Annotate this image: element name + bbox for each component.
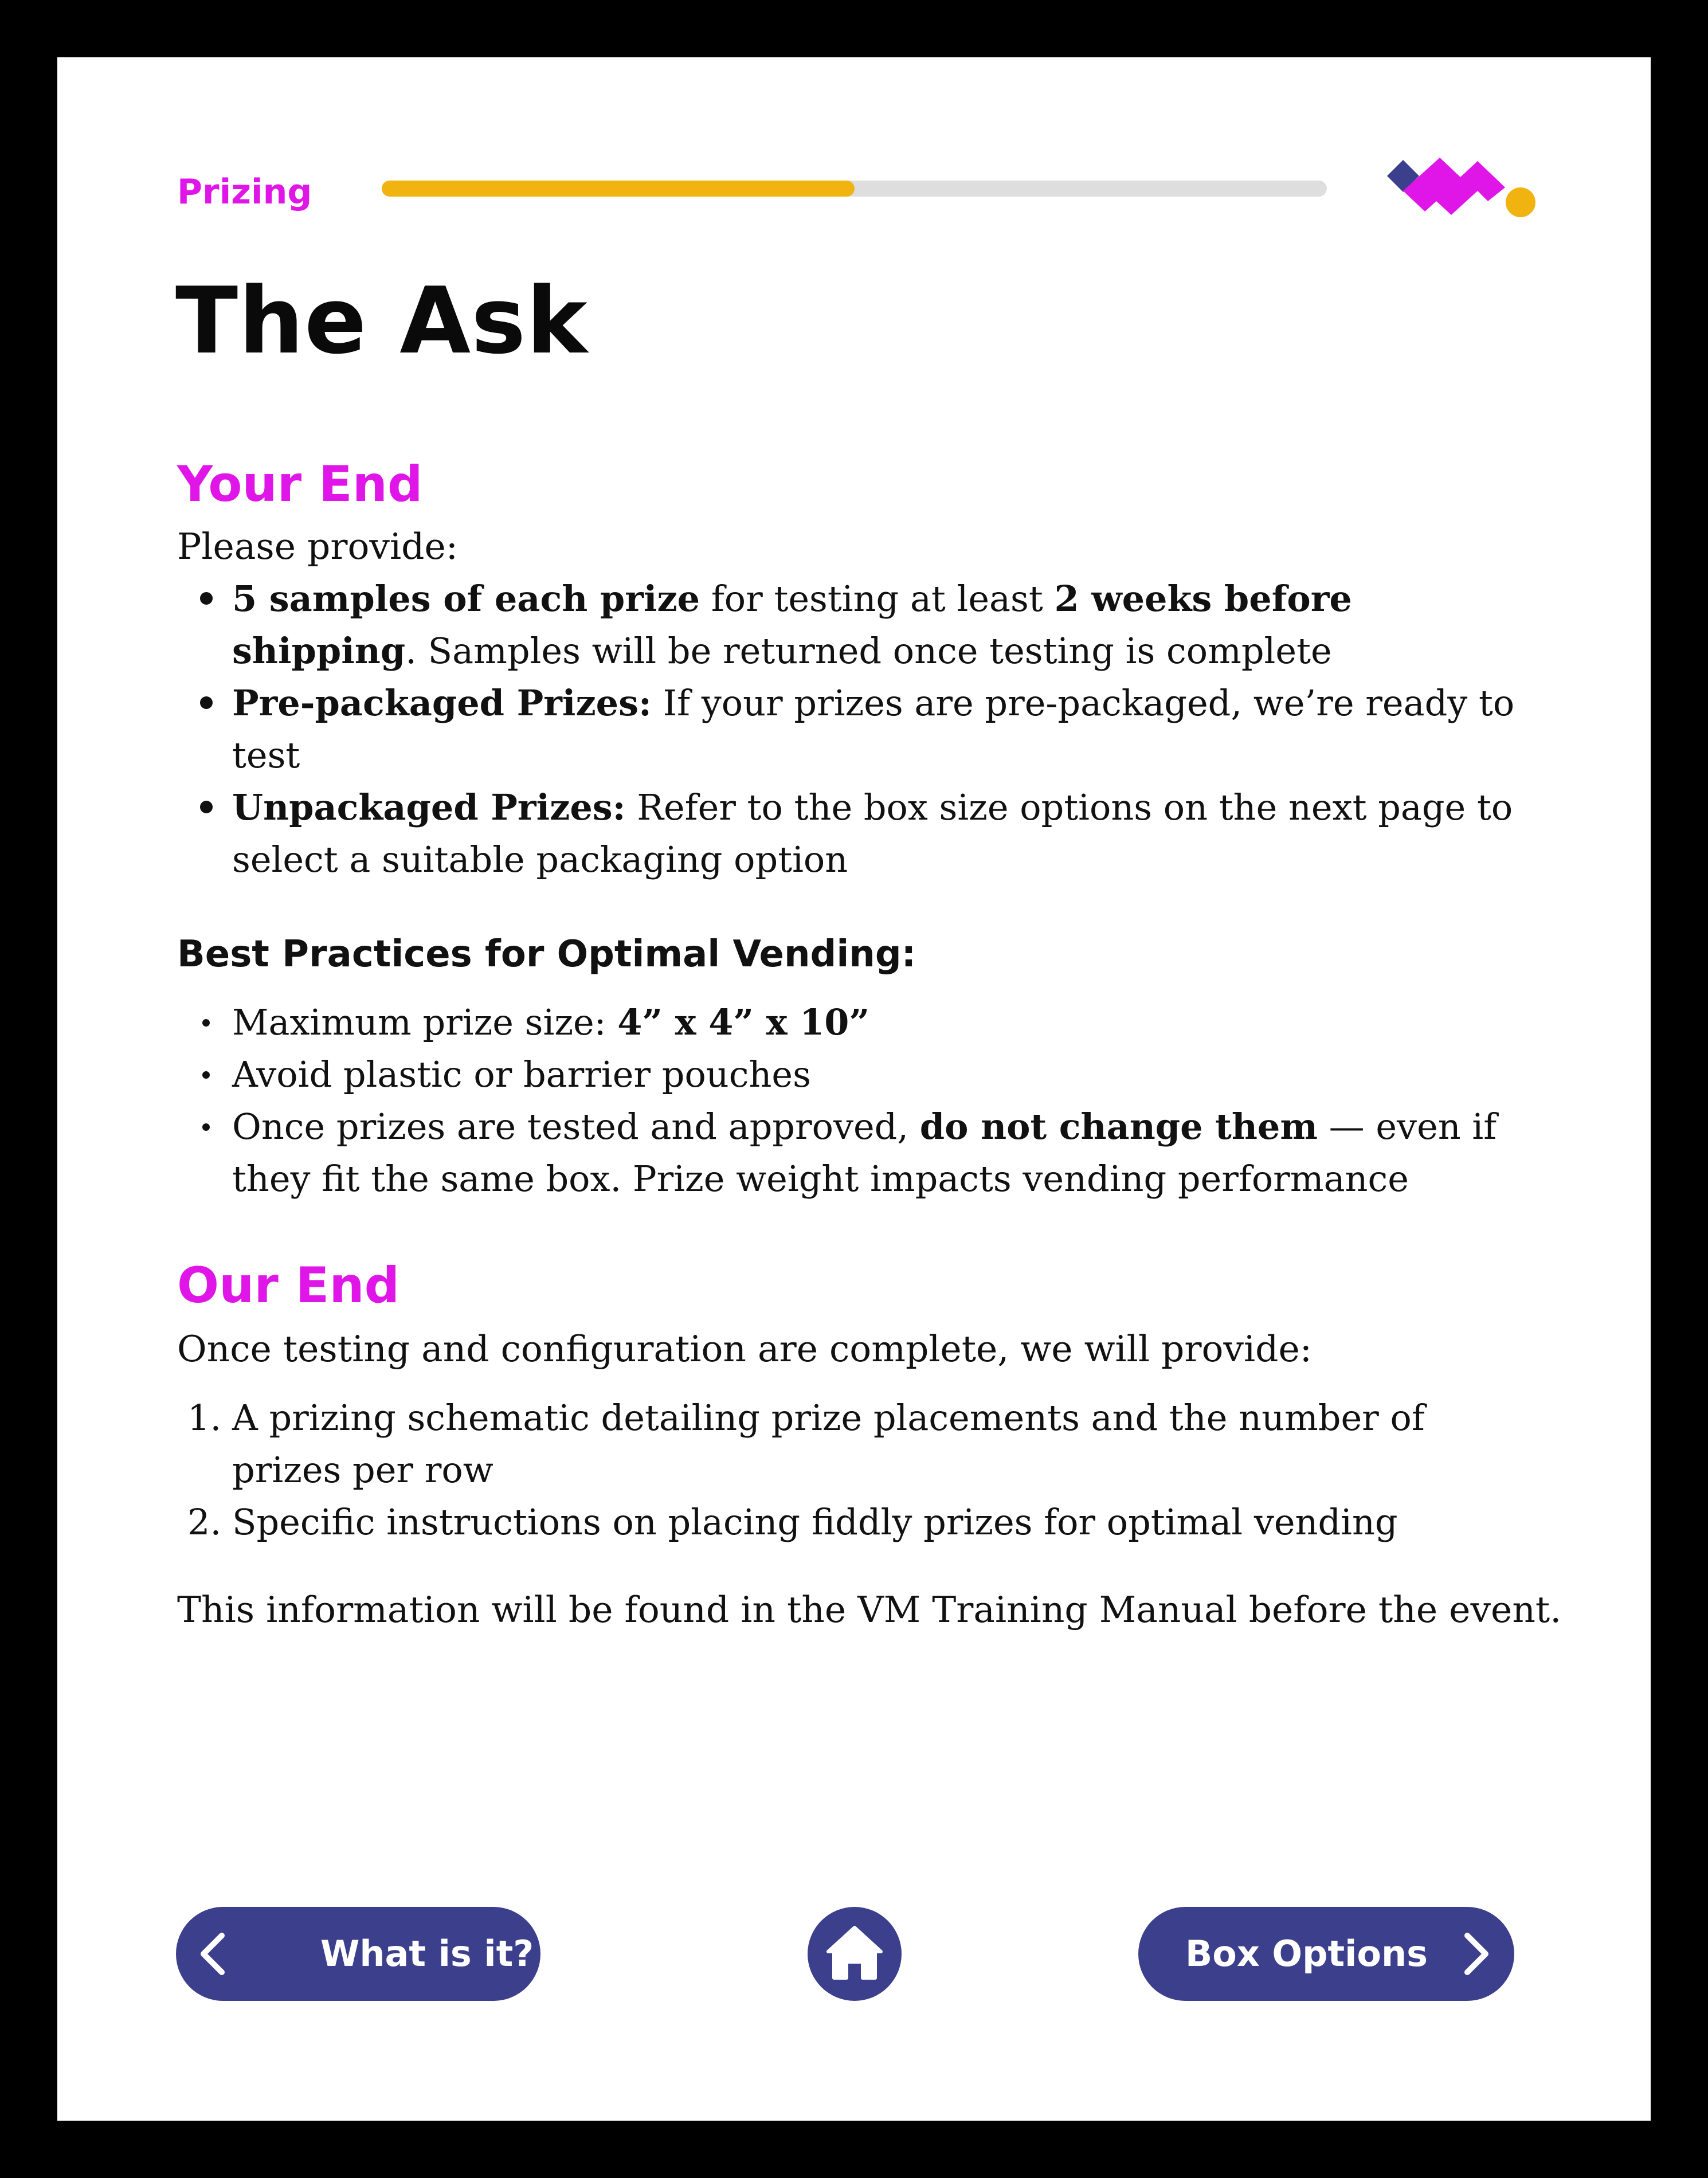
chevron-right-icon	[1459, 1931, 1494, 1977]
your-end-intro: Please provide:	[177, 526, 458, 567]
brand-logo	[1387, 158, 1536, 221]
home-icon	[808, 1907, 902, 2001]
best-practices-list	[232, 996, 1516, 1205]
your-end-list	[232, 573, 1516, 886]
prev-page-label: What is it?	[320, 1933, 534, 1975]
our-end-footer: This information will be found in the VM Training Manual before the event.	[177, 1589, 1562, 1631]
page	[57, 57, 1651, 2121]
list-item: A prizing schematic detailing prize placements and the number of prizes per row	[232, 1397, 1425, 1491]
next-page-button[interactable]	[1138, 1907, 1514, 2001]
progress-bar	[382, 181, 1327, 197]
best-practices-heading: Best Practices for Optimal Vending:	[177, 933, 916, 976]
list-item: 5 samples of each prize for testing at least 2 weeks before shipping. Samples will be returned once testing is complete	[232, 573, 1516, 677]
list-item: Pre-packaged Prizes: If your prizes are pre-packaged, we’re ready to test	[232, 677, 1516, 781]
chevron-left-icon	[195, 1931, 230, 1977]
list-item: Unpackaged Prizes: Refer to the box size options on the next page to select a suitable packaging option	[232, 781, 1516, 886]
page-title: The Ask	[175, 267, 588, 374]
list-item: Maximum prize size: 4” x 4” x 10”	[232, 996, 1516, 1048]
list-item: Once prizes are tested and approved, do not change them — even if they fit the same box. Prize weight impacts vending performance	[232, 1100, 1516, 1205]
list-item: Specific instructions on placing fiddly prizes for optimal vending	[232, 1501, 1398, 1543]
our-end-intro: Once testing and configuration are complete, we will provide:	[177, 1328, 1312, 1370]
progress-bar-fill	[382, 181, 855, 197]
home-button[interactable]	[808, 1907, 902, 2001]
prev-page-button[interactable]	[176, 1907, 540, 2001]
list-item: Avoid plastic or barrier pouches	[232, 1048, 1516, 1100]
your-end-heading: Your End	[177, 456, 423, 513]
next-page-label: Box Options	[1185, 1933, 1428, 1975]
section-label: Prizing	[177, 172, 312, 212]
our-end-list	[232, 1392, 1516, 1548]
our-end-heading: Our End	[177, 1257, 400, 1314]
